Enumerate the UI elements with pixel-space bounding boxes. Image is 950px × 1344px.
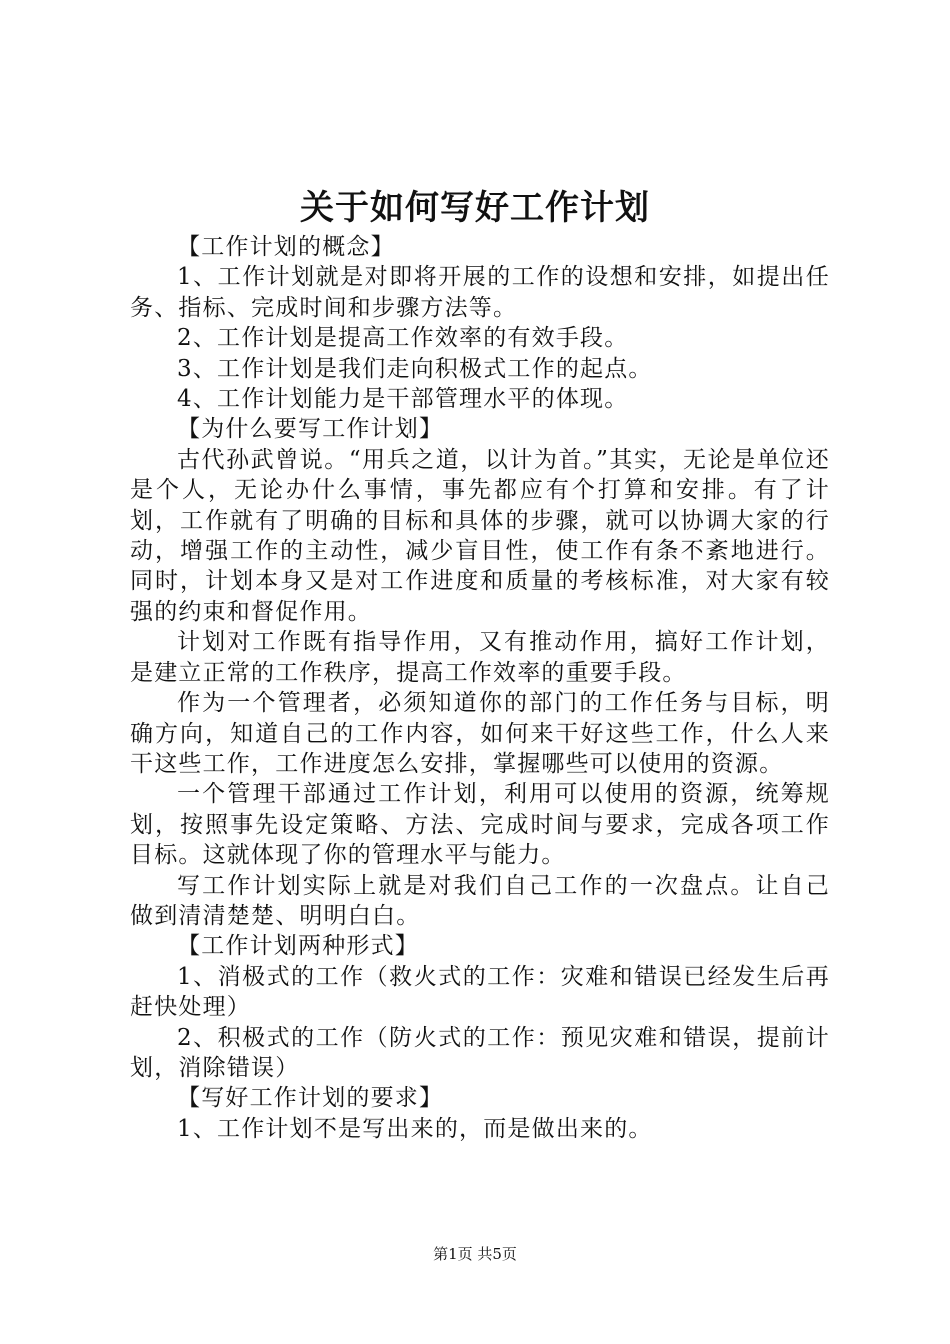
paragraph: 古代孙武曾说。“用兵之道，以计为首。”其实，无论是单位还是个人，无论办什么事情，事先都应有个打算和安排。有了计划，工作就有了明确的目标和具体的步骤，就可以协调大家的行动，增强工作的主动性，减少盲目性，使工作有条不紊地进行。同时，计划本身又是对工作进度和质量的考核标准，对大家有较强的约束和督促作用。 [130,446,830,625]
paragraph: 2、积极式的工作（防火式的工作：预见灾难和错误，提前计划，消除错误） [130,1024,830,1081]
paragraph: 计划对工作既有指导作用，又有推动作用，搞好工作计划，是建立正常的工作秩序，提高工作效率的重要手段。 [130,629,830,686]
paragraph: 一个管理干部通过工作计划，利用可以使用的资源，统筹规划，按照事先设定策略、方法、完成时间与要求，完成各项工作目标。这就体现了你的管理水平与能力。 [130,781,830,869]
paragraph: 3、工作计划是我们走向积极式工作的起点。 [177,355,653,382]
page-number-footer: 第1页 共5页 [433,1245,517,1263]
paragraph: 写工作计划实际上就是对我们自己工作的一次盘点。让自己做到清清楚楚、明明白白。 [130,872,830,929]
section-heading: 【为什么要写工作计划】 [177,416,444,443]
paragraph: 1、工作计划就是对即将开展的工作的设想和安排，如提出任务、指标、完成时间和步骤方法等。 [130,264,830,321]
section-heading: 【工作计划的概念】 [177,234,395,260]
paragraph: 2、工作计划是提高工作效率的有效手段。 [177,325,629,352]
document-title: 关于如何写好工作计划 [300,188,650,228]
document-body [130,232,830,1144]
paragraph: 1、消极式的工作（救火式的工作：灾难和错误已经发生后再赶快处理） [130,963,830,1021]
paragraph: 4、工作计划能力是干部管理水平的体现。 [177,386,629,413]
paragraph: 作为一个管理者，必须知道你的部门的工作任务与目标，明确方向，知道自己的工作内容，如何来干好这些工作，什么人来干这些工作，工作进度怎么安排，掌握哪些可以使用的资源。 [130,690,830,777]
section-heading: 【工作计划两种形式】 [177,933,419,960]
paragraph: 1、工作计划不是写出来的，而是做出来的。 [177,1115,653,1142]
section-heading: 【写好工作计划的要求】 [177,1085,444,1112]
